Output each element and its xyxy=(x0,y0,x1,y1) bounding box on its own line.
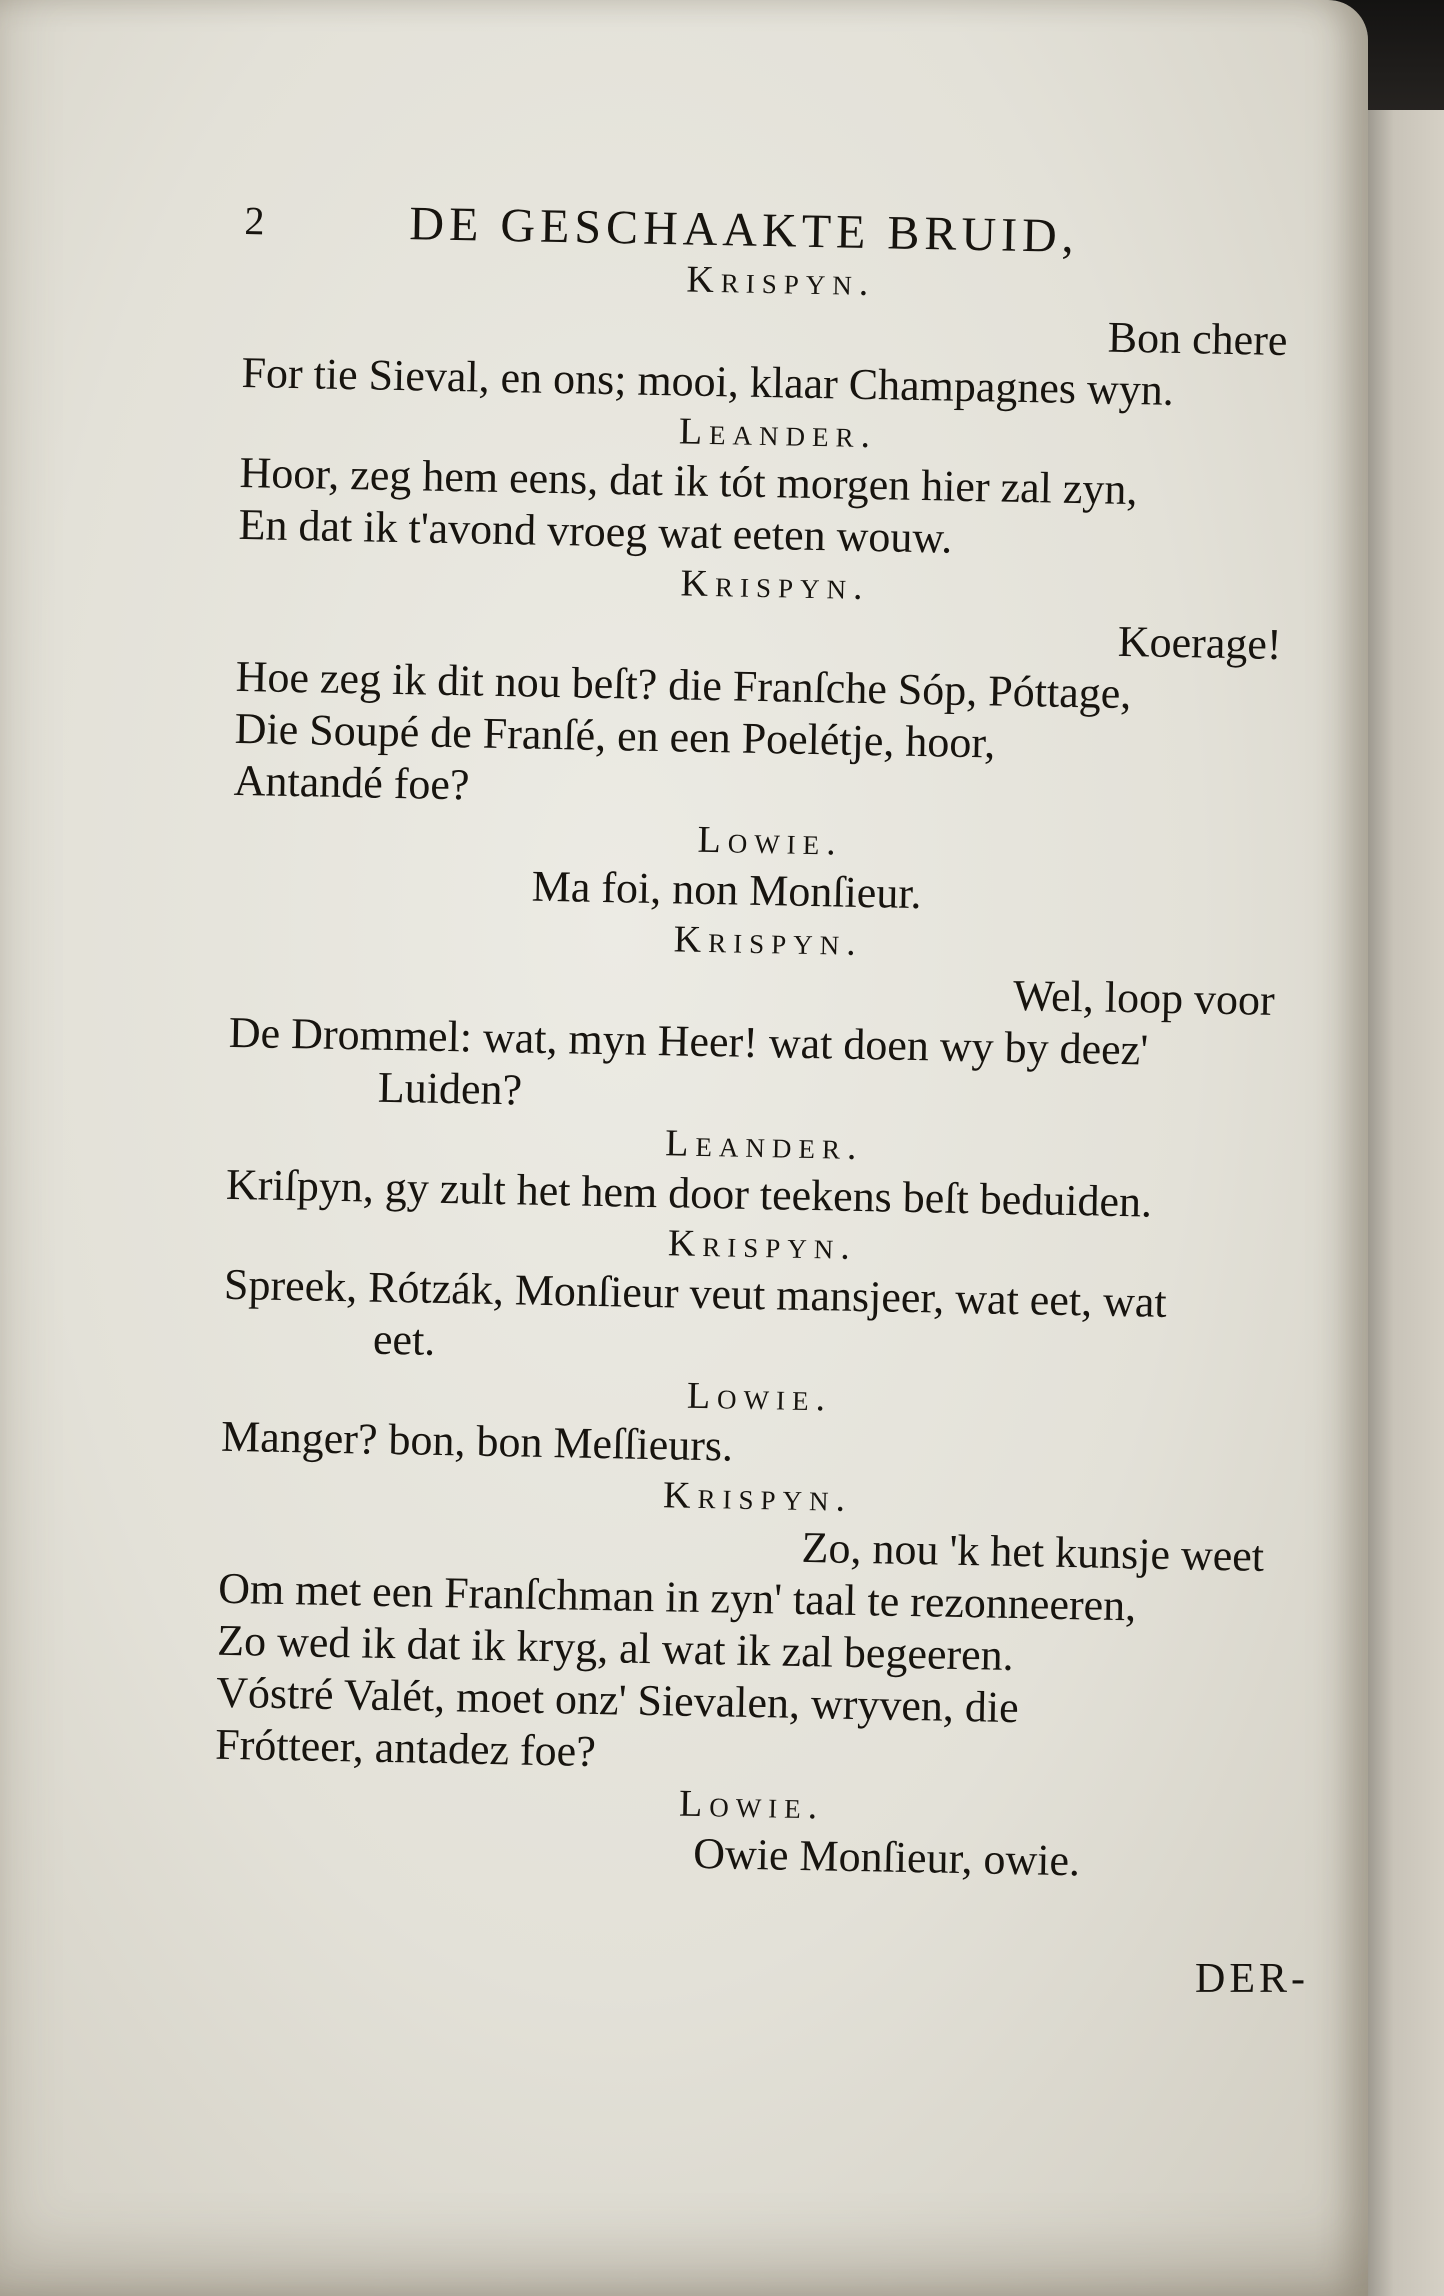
verse-line: Zo, nou 'k het kunsje weet xyxy=(801,1522,1265,1581)
verse-line: Koerage! xyxy=(1117,616,1283,669)
verse-line: Hoor, zeg hem eens, dat ik tót morgen hier zal zyn, xyxy=(239,447,1138,515)
speaker-name: Krispyn. xyxy=(667,1222,858,1268)
catchword: DER- xyxy=(1195,1956,1309,2002)
facing-page-edge xyxy=(1355,110,1444,2296)
verse-line: Luiden? xyxy=(377,1062,523,1115)
speaker-name: Krispyn. xyxy=(680,562,870,609)
verse-line: Vóstré Valét, moet onz' Sievalen, wryven, die xyxy=(215,1667,1020,1733)
verse-line: Hoe zeg ik dit nou beſt? die Franſche Sóp, Póttage, xyxy=(235,651,1132,719)
speaker-name: Leander. xyxy=(664,1122,864,1169)
verse-line: Die Soupé de Franſé, en een Poelétje, hoor, xyxy=(234,703,996,768)
verse-lines xyxy=(213,247,1319,1891)
page-number: 2 xyxy=(244,197,270,244)
speaker-name: Lowie. xyxy=(697,818,844,864)
verse-line: De Drommel: wat, myn Heer! wat doen wy by deez' xyxy=(228,1007,1149,1075)
speaker-name: Krispyn. xyxy=(662,1474,853,1520)
verse-line: Ma foi, non Monſieur. xyxy=(531,861,923,919)
verse-line: eet. xyxy=(372,1314,436,1365)
speaker-name: Krispyn. xyxy=(686,258,876,305)
verse-line: Spreek, Rótzák, Monſieur veut mansjeer, wat eet, wat xyxy=(223,1259,1168,1327)
speaker-name: Lowie. xyxy=(686,1374,833,1420)
verse-line: Kriſpyn, gy zult het hem door teekens beſt beduiden. xyxy=(225,1159,1153,1227)
verse-line: For tie Sieval, en ons; mooi, klaar Champagnes wyn. xyxy=(241,347,1175,415)
running-title: DE GESCHAAKTE BRUID, xyxy=(408,197,1080,264)
verse-line: Manger? bon, bon Meſſieurs. xyxy=(220,1411,734,1471)
speaker-name: Lowie. xyxy=(678,1782,825,1828)
verse-line: Bon chere xyxy=(1107,312,1288,366)
verse-line: Wel, loop voor xyxy=(1012,970,1276,1025)
speaker-name: Krispyn. xyxy=(673,918,864,964)
verse-line: Frótteer, antadez foe? xyxy=(214,1719,597,1777)
verse-line: Owie Monſieur, owie. xyxy=(692,1828,1081,1886)
verse-line: Antandé foe? xyxy=(233,755,470,810)
verse-line: Om met een Franſchman in zyn' taal te rezonneeren, xyxy=(217,1563,1137,1631)
verse-line: Zo wed ik dat ik kryg, al wat ik zal begeeren. xyxy=(216,1615,1015,1681)
verse-line: En dat ik t'avond vroeg wat eeten wouw. xyxy=(238,499,953,563)
page-text xyxy=(213,195,1320,1891)
speaker-name: Leander. xyxy=(678,410,878,457)
